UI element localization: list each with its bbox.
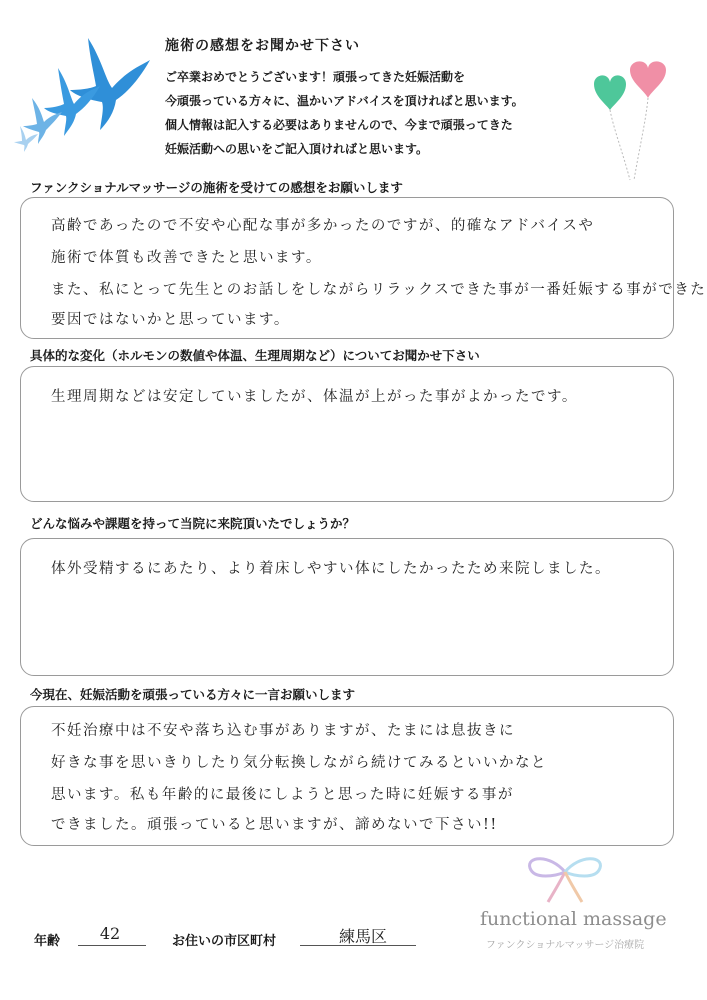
answer-box-message — [20, 706, 674, 846]
ribbon-icon — [520, 850, 610, 905]
answer-line: 高齢であったので不安や心配な事が多かったのですが、的確なアドバイスや — [51, 218, 595, 234]
answer-line: 施術で体質も改善できたと思います。 — [51, 250, 322, 266]
intro-line: ご卒業おめでとうございます！頑張ってきた妊娠活動を — [165, 70, 466, 84]
intro-line: 妊娠活動への思いをご記入頂ければと思います。 — [165, 142, 429, 156]
answer-box-concerns — [20, 538, 674, 676]
residence-value: 練馬区 — [338, 927, 387, 946]
age-label: 年齢 — [34, 934, 61, 949]
logo-name-en: functional massage — [480, 908, 667, 930]
answer-line: 生理周期などは安定していましたが、体温が上がった事がよかったです。 — [51, 389, 578, 405]
intro-text — [165, 65, 595, 161]
age-underline — [78, 945, 146, 946]
bird-large-icon — [70, 38, 150, 130]
answer-box-impression — [20, 197, 707, 339]
answer-line: また、私にとって先生とのお話しをしながらリラックスできた事が一番妊娠する事ができた — [51, 282, 707, 298]
age-value: 42 — [99, 924, 121, 943]
answer-line: 要因ではないかと思っています。 — [51, 312, 290, 328]
question-concerns: どんな悩みや課題を持って当院に来院頂いたでしょうか？ — [30, 516, 356, 531]
answer-line: 思います。私も年齢的に最後にしようと思った時に妊娠する事が — [51, 787, 514, 803]
heart-balloon-green-icon — [594, 75, 626, 110]
question-changes: 具体的な変化（ホルモンの数値や体温、生理周期など）についてお聞かせ下さい — [30, 348, 480, 363]
answer-line: 体外受精するにあたり、より着床しやすい体にしたかったため来院しました。 — [51, 561, 611, 577]
answer-line: できました。頑張っていると思いますが、諦めないで下さい!! — [51, 817, 498, 833]
intro-line: 個人情報は記入する必要はありませんので、今まで頑張ってきた — [165, 118, 513, 132]
heart-balloon-pink-icon — [630, 61, 666, 98]
page-title: 施術の感想をお聞かせ下さい — [165, 38, 360, 54]
logo-name-ja: ファンクショナルマッサージ治療院 — [485, 940, 645, 951]
question-message: 今現在、妊娠活動を頑張っている方々に一言お願いします — [30, 687, 356, 702]
birds-illustration — [10, 30, 160, 160]
bird-medium-icon — [44, 68, 100, 136]
answer-line: 不妊治療中は不安や落ち込む事がありますが、たまには息抜きに — [51, 723, 515, 739]
clinic-logo — [480, 850, 667, 965]
residence-label: お住いの市区町村 — [172, 934, 277, 949]
residence-underline — [300, 945, 416, 946]
bird-small-icon — [23, 98, 62, 144]
answer-box-changes — [20, 366, 674, 502]
question-impression: ファンクショナルマッサージの施術を受けての感想をお願いします — [30, 180, 403, 195]
intro-line: 今頑張っている方々に、温かいアドバイスを頂ければと思います。 — [165, 94, 524, 108]
answer-line: 好きな事を思いきりしたり気分転換しながら続けてみるといいかなと — [51, 755, 547, 771]
balloons-illustration — [590, 50, 670, 190]
